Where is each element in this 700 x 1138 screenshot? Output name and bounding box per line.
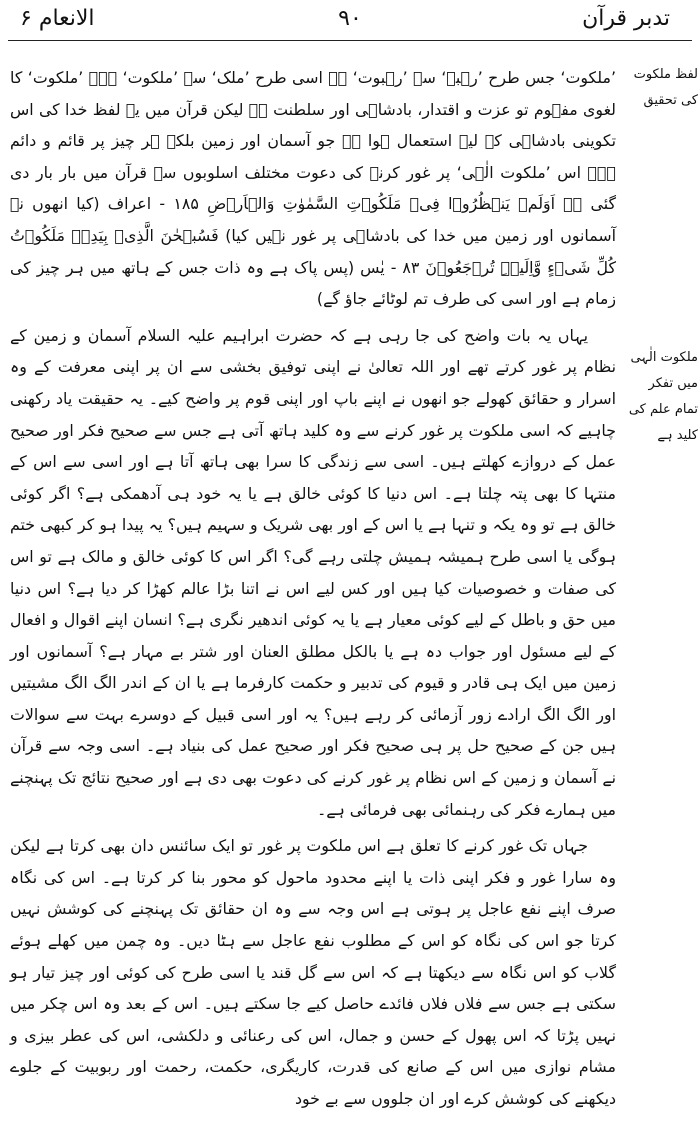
surah-name: الانعام ۶	[20, 6, 95, 31]
book-title: تدبر قرآن	[582, 6, 670, 31]
paragraph-1: ’ملکوت‘ جس طرح ’رہبۃ‘ سے ’رہبوت‘ ہے اسی طرح ’ملک‘ سے ’ملکوت‘ ہے۔ ’ملکوت‘ کا لغوی مفہوم تو عزت و اقتدار، بادشاہی اور سلطنت ہے لیکن قرآن میں یہ لفظ خدا کی اس تکوینی بادشاہی کے لیے استعمال ہوا ہے جو آسمان اور زمین بلکہ ہر چیز پر قائم و دائم ہے۔ اس ’ملکوت الٰہی‘ پر غور کرنے کی دعوت مختلف اسلوبوں سے قرآن میں بار بار دی گئی ہے اَوَلَمۡ یَنۡظُرُوۡا فِیۡ مَلَکُوۡتِ السَّمٰوٰتِ وَالۡاَرۡضِ ۱۸۵ - اعراف (کیا انھوں نے آسمانوں اور زمین میں خدا کی بادشاہی پر غور نہیں کیا) فَسُبۡحٰنَ الَّذِیۡ بِیَدِہٖ مَلَکُوۡتُ کُلِّ شَیۡءٍ وَّاِلَیۡہِ تُرۡجَعُوۡنَ ۸۳ - یٰس (پس پاک ہے وہ ذات جس کے ہاتھ میں ہر چیز کی زمام ہے اور اسی کی طرف تم لوٹائے جاؤ گے)	[10, 68, 617, 309]
side-note-2: ملکوت الٰہی میں تفکر تمام علم کی کلید ہے	[628, 350, 698, 443]
side-note-1: لفظ ملکوت کی تحقیق	[633, 67, 698, 108]
page-number: ۹۰	[338, 6, 362, 31]
paragraph-3: جہاں تک غور کرنے کا تعلق ہے اس ملکوت پر غور تو ایک سائنس دان بھی کرتا ہے لیکن وہ سارا غور و فکر اپنی ذات یا اپنے محدود ماحول کو محور بنا کر کرتا ہے۔ اس کی نگاہ صرف اپنے نفع عاجل پر ہوتی ہے اس وجہ سے وہ ان حقائق تک پہنچنے کی کوشش نہیں کرتا جو اس کی نگاہ کو اس کے مطلوب نفع عاجل سے ہٹا دیں۔ وہ چمن میں کھلے ہوئے گلاب کو اس نگاہ سے دیکھتا ہے کہ اس سے گل قند یا اسی طرح کی کوئی اور چیز تیار ہو سکتی ہے جس سے فلاں فلاں فائدے حاصل کیے جا سکتے ہیں۔ اس کے بعد وہ اس چکر میں نہیں پڑتا کہ اس پھول کے حسن و جمال، اس کی رعنائی و دلکشی، اس کی عطر بیزی و مشام نوازی میں اس کے صانع کی قدرت، کاریگری، حکمت، رحمت اور ربوبیت کے جلوے دیکھنے کی کوشش کرے اور ان جلووں سے بے خود	[10, 836, 616, 1108]
body-text	[10, 62, 616, 1115]
header-divider	[8, 40, 692, 41]
paragraph-2: یہاں یہ بات واضح کی جا رہی ہے کہ حضرت ابراہیم علیہ السلام آسمان و زمین کے نظام پر غور کرتے تھے اور اللہ تعالیٰ نے اپنی توفیق بخشی سے ان پر اپنی معرفت کے وہ اسرار و حقائق کھولے جو انھوں نے اپنے باپ اور اپنی قوم پر واضح کیے۔ یہ حقیقت یاد رکھنی چاہیے کہ اسی ملکوت پر غور کرنے سے وہ کلید ہاتھ آتی ہے جس سے صحیح فکر اور صحیح عمل کے دروازے کھلتے ہیں۔ اسی سے زندگی کا سرا بھی ہاتھ آتا ہے اور اسی سے اس کے منتہا کا بھی پتہ چلتا ہے۔ اس دنیا کا کوئی خالق ہے یا یہ خود ہی آدھمکی ہے؟ اگر کوئی خالق ہے تو وہ یکہ و تنہا ہے یا اس کے اور بھی شریک و سہیم ہیں؟ یہ پیدا ہو کر کبھی ختم ہوگی یا اسی طرح ہمیشہ ہمیش چلتی رہے گی؟ اگر اس کا کوئی خالق و مالک ہے تو اس کی صفات و خصوصیات کیا ہیں اور کس لیے اس نے اتنا بڑا عالم کھڑا کر دیا ہے؟ اس دنیا میں حق و باطل کے لیے کوئی معیار ہے یا یہ کوئی اندھیر نگری ہے؟ انسان اپنے اقوال و افعال کے لیے مسئول اور جواب دہ ہے یا بالکل مطلق العنان اور شتر بے مہار ہے؟ آسمانوں اور زمین میں ایک ہی قادر و قیوم کی تدبیر و حکمت کارفرما ہے یا ان کے اندر الگ الگ مشیتیں اور الگ الگ ارادے زور آزمائی کر رہے ہیں؟ یہ اور اسی قبیل کے دوسرے بہت سے سوالات ہیں جن کے صحیح حل پر ہی صحیح فکر اور صحیح عمل کی بنیاد ہے۔ اسی وجہ سے قرآن نے آسمان و زمین کے اس نظام پر غور کرنے کی دعوت بھی دی ہے اور صحیح نتائج تک پہنچنے میں ہمارے فکر کی رہنمائی بھی فرمائی ہے۔	[10, 325, 616, 819]
